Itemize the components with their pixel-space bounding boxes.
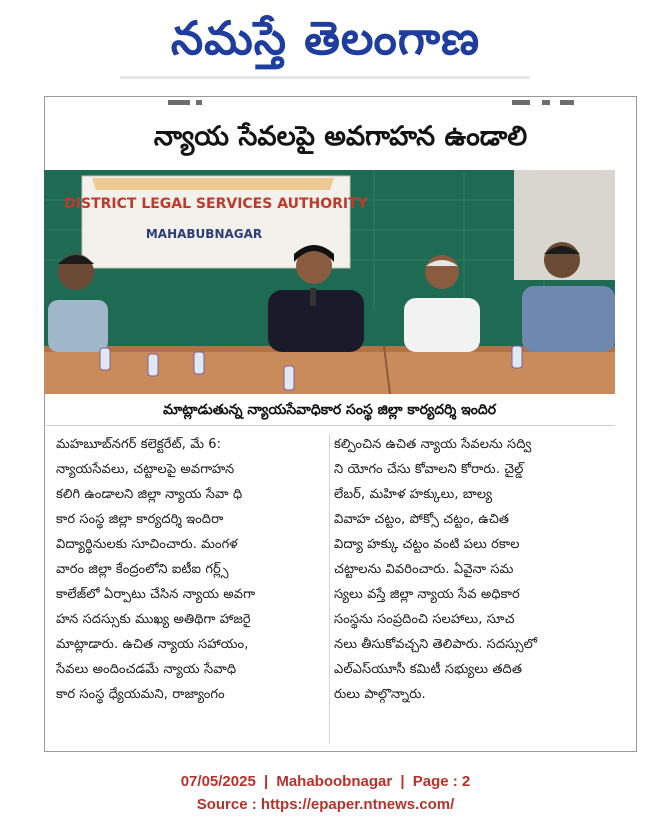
body-line: చట్టాలను వివరించారు. ఏవైనా సమ (334, 562, 514, 577)
body-line: విద్యార్థినులకు సూచించారు. మంగళ (56, 537, 238, 552)
banner-title: DISTRICT LEGAL SERVICES AUTHORITY (64, 196, 368, 212)
torn-top-strip (46, 98, 635, 110)
body-line: కలిగి ఉండాలని జిల్లా న్యాయ సేవా ధి (56, 487, 243, 502)
article-column-right (334, 432, 610, 752)
photo-caption: మాట్లాడుతున్న న్యాయసేవాధికార సంస్థ జిల్లా కార్యదర్శి ఇందిర (44, 395, 615, 426)
article-photo (44, 170, 615, 394)
masthead-divider (120, 76, 530, 79)
source-line: Source : https://epaper.ntnews.com/ (196, 796, 455, 813)
body-line: కాలేజ్‌లో ఏర్పాటు చేసిన న్యాయ అవగా (56, 587, 256, 602)
body-line: హన సదస్సుకు ముఖ్య అతిథిగా హాజరై (56, 612, 251, 627)
body-line: స్యలు వస్తే జిల్లా న్యాయ సేవ అధికార (334, 587, 520, 602)
footer-separator: | (263, 773, 269, 790)
body-line: న్యాయసేవలు, చట్టాలపై అవగాహన (56, 462, 235, 477)
body-line: వారం జిల్లా కేంద్రంలోని ఐటీఐ గర్ల్స్ (56, 562, 229, 577)
article-column-left (56, 432, 324, 752)
body-line: నలు తీసుకోవచ్చని తెలిపారు. సదస్సులో (334, 637, 538, 652)
body-line: కార సంస్థ జిల్లా కార్యదర్శి ఇందిరా (56, 512, 224, 527)
masthead-title: నమస్తే తెలంగాణ (170, 11, 481, 65)
body-line: సేవలు అందించడమే న్యాయ సేవాధి (56, 662, 237, 677)
banner-accent (92, 178, 334, 190)
body-line: లేబర్, మహిళ హక్కులు, బాల్య (334, 487, 493, 502)
edition-name: Mahaboobnagar (276, 773, 393, 790)
body-line: కార సంస్థ ధ్యేయమని, రాజ్యాంగం (56, 687, 225, 702)
page-number: Page : 2 (412, 773, 471, 790)
conference-table (44, 350, 615, 394)
body-line: మహబూబ్‌నగర్ కలెక్టరేట్, మే 6: (56, 437, 222, 452)
footer-separator: | (400, 773, 405, 790)
photo-illustration (44, 170, 615, 394)
body-line: కల్పించిన ఉచిత న్యాయ సేవలను సద్వి (334, 437, 532, 452)
body-line: సంస్థను సంప్రదించి సలహాలు, సూచ (334, 612, 515, 627)
edition-date: 07/05/2025 (180, 773, 256, 790)
body-line: ని యోగం చేసు కోవాలని కోరారు. చైల్డ్ (334, 462, 524, 477)
body-line: రులు పాల్గొన్నారు. (334, 687, 426, 702)
newspaper-masthead (0, 6, 651, 70)
banner-subtitle: MAHABUBNAGAR (145, 227, 263, 241)
column-divider (329, 434, 330, 744)
body-line: వివాహ చట్టం, పోక్సో చట్టం, ఉచిత (334, 512, 510, 527)
article-headline: న్యాయ సేవలపై అవగాహన ఉండాలి (153, 121, 528, 152)
body-line: విద్యా హక్కు చట్టం వంటి పలు రకాల (334, 537, 520, 552)
body-line: మాట్లాడారు. ఉచిత న్యాయ సహాయం, (56, 637, 249, 652)
body-line: ఎల్ఎస్‌యూసీ కమిటీ సభ్యులు తదిత (334, 662, 523, 677)
edition-info (0, 772, 651, 792)
